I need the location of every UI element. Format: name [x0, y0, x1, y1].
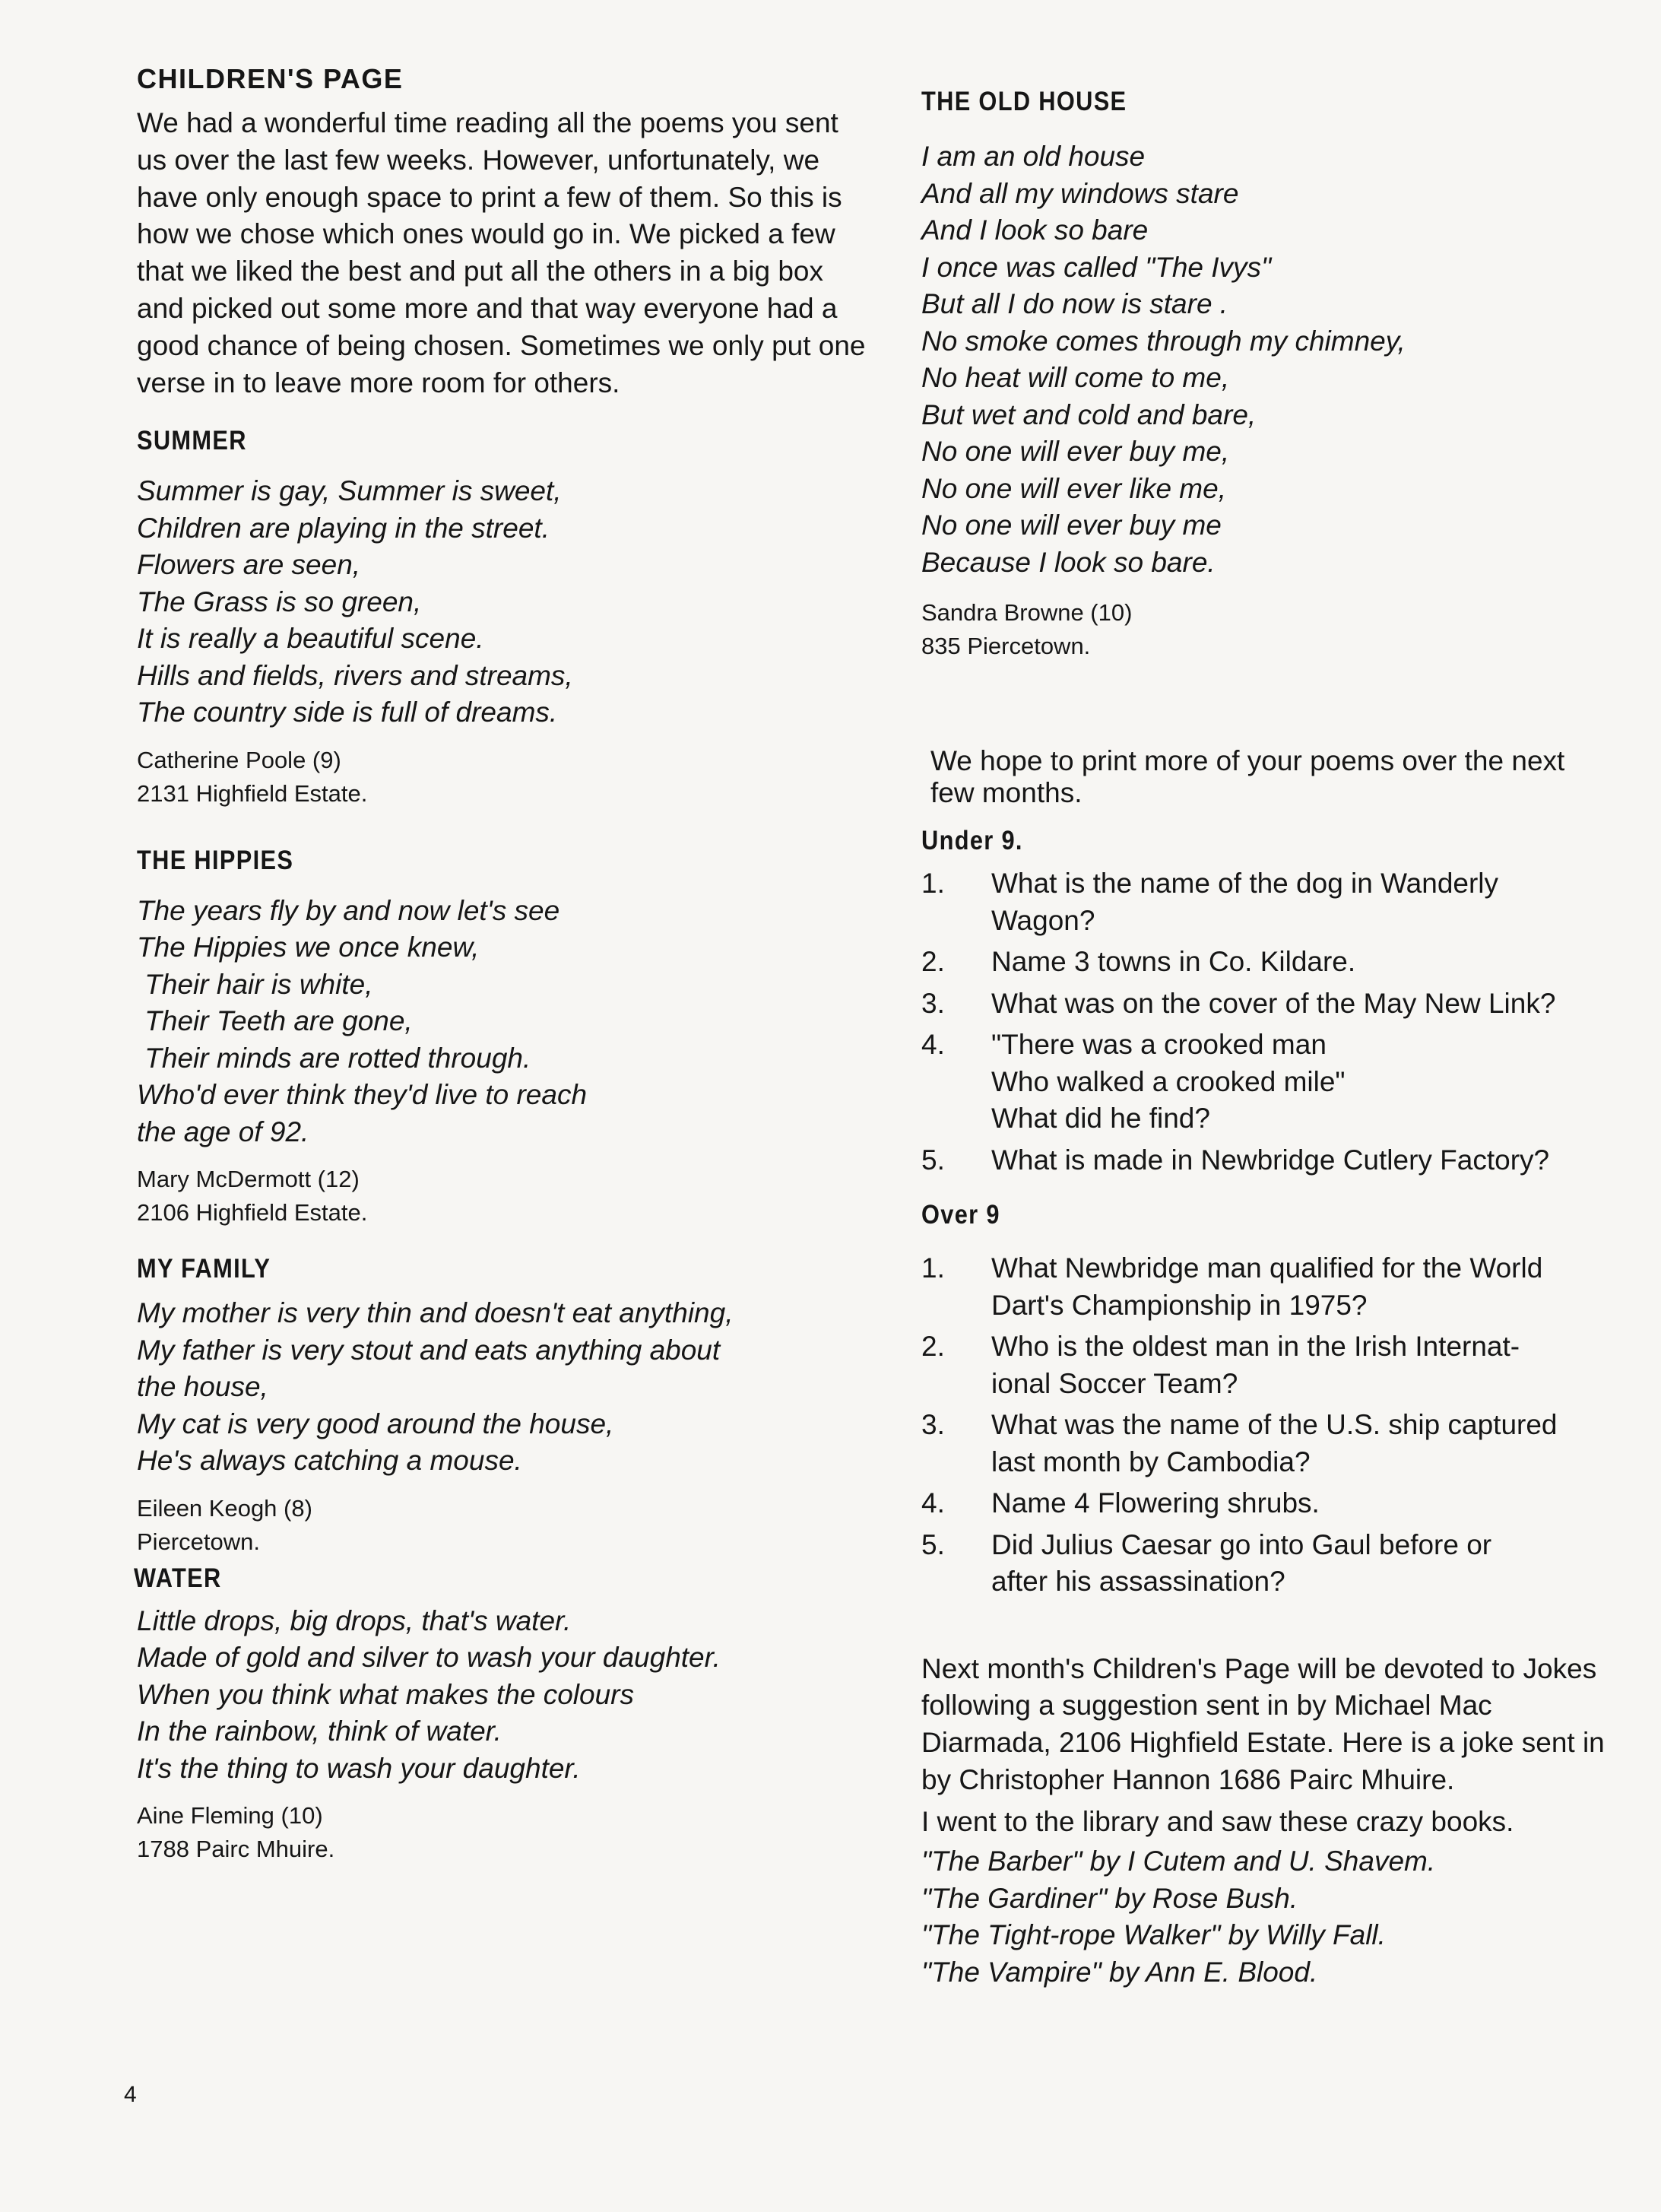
- quiz-heading-under9: [921, 824, 1651, 858]
- poem-line: My father is very stout and eats anything about: [137, 1334, 721, 1366]
- joke-book-title: "The Barber" by I Cutem and U. Shavem.: [921, 1845, 1436, 1877]
- quiz-question-number: 2.: [921, 1331, 945, 1362]
- quiz-question: [921, 1527, 1651, 1601]
- poem-title-summer-text: SUMMER: [137, 426, 247, 456]
- poem-line: Their minds are rotted through.: [137, 1042, 531, 1074]
- poem-line: I am an old house: [921, 141, 1146, 172]
- intro-paragraph: We had a wonderful time reading all the poems you sent us over the last few weeks. However, unfortunately, we have only enough space to print a few of them. So this is how we chose which ones would go in. We picked a few that we liked the best and put all the others in a big box and picked out some more and that way everyone had a good chance of being chosen. Sometimes we only put one verse in to leave more room for others.: [137, 107, 866, 398]
- poem-author: Aine Fleming (10): [137, 1802, 323, 1830]
- poem-line: My cat is very good around the house,: [137, 1407, 614, 1439]
- poem-address: Piercetown.: [137, 1528, 260, 1555]
- poem-title-hippies: [137, 844, 867, 878]
- poem-line: Made of gold and silver to wash your daughter.: [137, 1642, 721, 1674]
- poem-author: Catherine Poole (9): [137, 746, 341, 773]
- poem-line: Summer is gay, Summer is sweet,: [137, 475, 562, 507]
- poem-author: Sandra Browne (10): [921, 599, 1133, 626]
- section-title: CHILDREN'S PAGE: [137, 63, 404, 94]
- quiz-question: [921, 1250, 1651, 1324]
- poem-author: Mary McDermott (12): [137, 1166, 360, 1193]
- poem-line: No one will ever like me,: [921, 472, 1226, 504]
- poem-line: In the rainbow, think of water.: [137, 1715, 502, 1747]
- poem-line: Who'd ever think they'd live to reach: [137, 1079, 588, 1111]
- poem-line: My mother is very thin and doesn't eat anything,: [137, 1297, 734, 1329]
- quiz-question-number: 3.: [921, 987, 945, 1019]
- quiz-question-text: What was the name of the U.S. ship captured last month by Cambodia?: [991, 1409, 1558, 1477]
- poem-line: No heat will come to me,: [921, 362, 1230, 393]
- quiz-question-number: 4.: [921, 1029, 945, 1060]
- quiz-heading-over9-text: Over 9: [921, 1200, 1000, 1230]
- poem-line: And I look so bare: [921, 214, 1149, 246]
- poem-line: No one will ever buy me,: [921, 436, 1230, 467]
- poem-line: I once was called "The Ivys": [921, 251, 1272, 283]
- poem-line: Hills and fields, rivers and streams,: [137, 659, 573, 691]
- poem-line: The country side is full of dreams.: [137, 697, 558, 728]
- poem-line: And all my windows stare: [921, 177, 1239, 209]
- poem-title-family: [137, 1252, 867, 1286]
- poem-family: [137, 1295, 867, 1480]
- quiz-question-text: What is the name of the dog in Wanderly Wagon?: [991, 868, 1499, 936]
- joke-book-title: "The Gardiner" by Rose Bush.: [921, 1882, 1298, 1914]
- poem-title-hippies-text: THE HIPPIES: [137, 845, 294, 875]
- quiz-question: [921, 944, 1651, 981]
- quiz-question-number: 5.: [921, 1144, 945, 1176]
- quiz-question-text: Did Julius Caesar go into Gaul before or after his assassination?: [991, 1528, 1492, 1597]
- quiz-question-number: 1.: [921, 1252, 945, 1284]
- quiz-question: [921, 1407, 1651, 1480]
- poem-hippies: [137, 893, 867, 1151]
- quiz-question: [921, 1142, 1651, 1179]
- poem-old-house: [921, 138, 1651, 581]
- quiz-question-text: What is made in Newbridge Cutlery Factory?: [991, 1144, 1550, 1176]
- quiz-question-text: Name 4 Flowering shrubs.: [991, 1487, 1320, 1519]
- right-column: [921, 85, 1651, 1991]
- quiz-question-text: What was on the cover of the May New Link?: [991, 987, 1556, 1019]
- poem-line: It's the thing to wash your daughter.: [137, 1752, 581, 1784]
- poem-line: Their hair is white,: [137, 968, 373, 1000]
- quiz-question-text: "There was a crooked man Who walked a crooked mile" What did he find?: [991, 1029, 1346, 1134]
- quiz-list-over9: [921, 1250, 1651, 1601]
- poem-line: But all I do now is stare .: [921, 288, 1228, 319]
- poem-address: 2106 Highfield Estate.: [137, 1199, 368, 1227]
- poem-line: But wet and cold and bare,: [921, 398, 1257, 430]
- poem-line: Flowers are seen,: [137, 549, 361, 581]
- poem-line: The Hippies we once knew,: [137, 931, 480, 963]
- quiz-question: [921, 1328, 1651, 1402]
- quiz-question-number: 5.: [921, 1528, 945, 1560]
- quiz-question: [921, 865, 1651, 939]
- poem-line: the age of 92.: [137, 1116, 309, 1147]
- quiz-heading-over9: [921, 1198, 1651, 1232]
- poem-line: When you think what makes the colours: [137, 1678, 634, 1710]
- poem-address: 2131 Highfield Estate.: [137, 779, 368, 807]
- quiz-question-number: 4.: [921, 1487, 945, 1519]
- left-column: [134, 62, 867, 1866]
- poem-water: [137, 1603, 867, 1788]
- quiz-question: [921, 1027, 1651, 1138]
- quiz-question-text: Name 3 towns in Co. Kildare.: [991, 946, 1356, 977]
- poem-author: Eileen Keogh (8): [137, 1494, 312, 1522]
- quiz-question: [921, 985, 1651, 1023]
- poem-line: Their Teeth are gone,: [137, 1005, 413, 1037]
- quiz-question-number: 1.: [921, 868, 945, 899]
- poem-title-water-text: WATER: [134, 1563, 222, 1593]
- jokes-intro: Next month's Children's Page will be devoted to Jokes following a suggestion sent in by Michael Mac Diarmada, 2106 Highfield Estate. Here is a joke sent in by Christopher Hannon 1686 Pairc Mhuire.: [921, 1652, 1605, 1795]
- poem-title-old-house-text: THE OLD HOUSE: [921, 87, 1127, 116]
- poem-summer: [137, 473, 867, 732]
- quiz-question-number: 2.: [921, 946, 945, 977]
- poem-title-family-text: MY FAMILY: [137, 1254, 271, 1284]
- poem-line: Because I look so bare.: [921, 546, 1216, 578]
- poem-line: The Grass is so green,: [137, 586, 422, 617]
- quiz-heading-under9-text: Under 9.: [921, 826, 1023, 855]
- quiz-list-under9: [921, 865, 1651, 1179]
- poem-address: 1788 Pairc Mhuire.: [137, 1836, 335, 1863]
- jokes-book-list: [921, 1843, 1651, 1991]
- poem-title-summer: [137, 424, 867, 458]
- poem-line: Children are playing in the street.: [137, 512, 550, 544]
- poem-line: He's always catching a mouse.: [137, 1445, 522, 1477]
- poem-line: No smoke comes through my chimney,: [921, 325, 1406, 357]
- poem-line: It is really a beautiful scene.: [137, 623, 484, 655]
- poem-line: Little drops, big drops, that's water.: [137, 1604, 572, 1636]
- quiz-question: [921, 1485, 1651, 1522]
- joke-book-title: "The Tight-rope Walker" by Willy Fall.: [921, 1919, 1386, 1951]
- poem-line: the house,: [137, 1371, 268, 1403]
- poem-line: No one will ever buy me: [921, 509, 1222, 541]
- joke-book-title: "The Vampire" by Ann E. Blood.: [921, 1956, 1318, 1988]
- jokes-setup: I went to the library and saw these crazy books.: [921, 1805, 1514, 1837]
- poem-title-water: [134, 1562, 867, 1595]
- quiz-question-number: 3.: [921, 1409, 945, 1440]
- quiz-intro: We hope to print more of your poems over the next few months.: [930, 745, 1565, 808]
- poem-line: The years fly by and now let's see: [137, 894, 560, 926]
- quiz-question-text: Who is the oldest man in the Irish Internat- ional Soccer Team?: [991, 1331, 1520, 1399]
- quiz-question-text: What Newbridge man qualified for the World Dart's Championship in 1975?: [991, 1252, 1543, 1321]
- poem-address: 835 Piercetown.: [921, 633, 1091, 659]
- poem-title-old-house: [921, 85, 1651, 119]
- page-number: 4: [124, 2082, 137, 2107]
